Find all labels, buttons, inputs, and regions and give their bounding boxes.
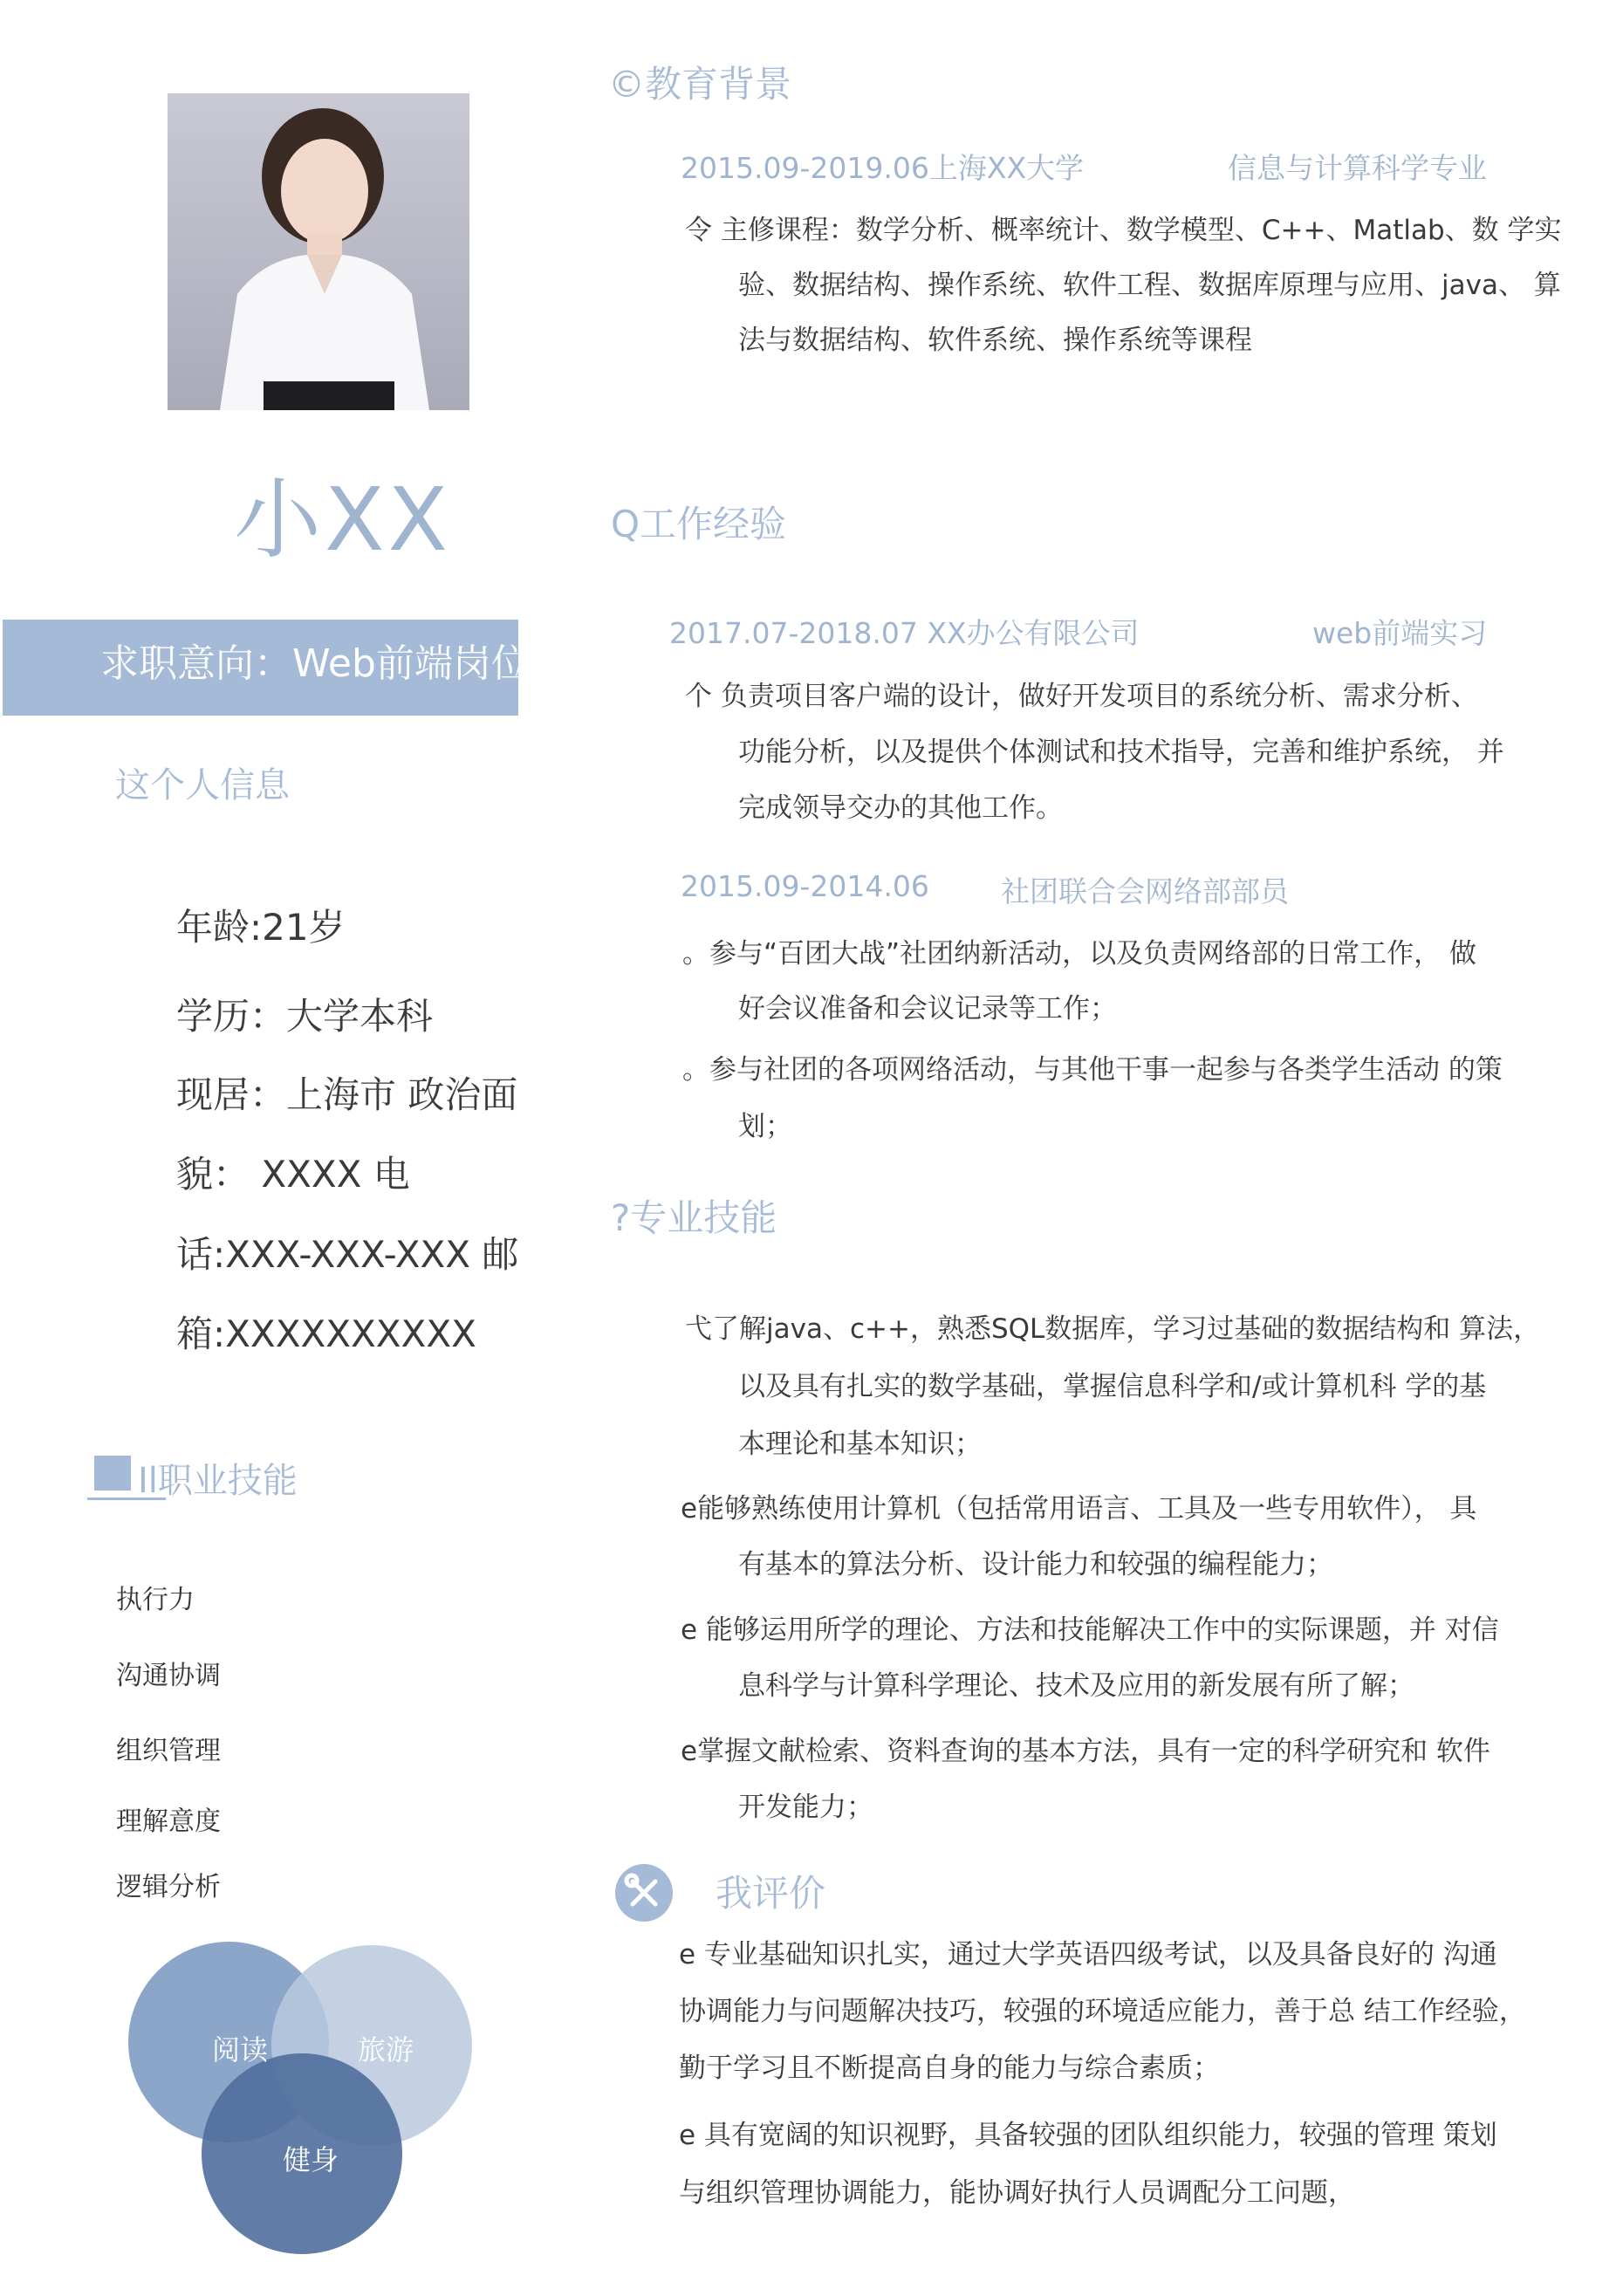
self-eval-line: e 专业基础知识扎实，通过大学英语四级考试，以及具备良好的 沟通 (679, 1939, 1497, 1970)
education-title: ©教育背景 (608, 63, 792, 106)
education-major: 信息与计算科学专业 (1228, 151, 1487, 185)
self-eval-line: 协调能力与问题解决技巧，较强的环境适应能力，善于总 结工作经验， (679, 1996, 1526, 2027)
education-period-school: 2015.09-2019.06上海XX大学 (681, 151, 1085, 185)
job2-line: 划； (738, 1111, 792, 1142)
pro-skill-line: e 能够运用所学的理论、方法和技能解决工作中的实际课题，并 对信 (681, 1614, 1499, 1646)
self-eval-title: 我评价 (716, 1872, 826, 1915)
self-eval-line: e 具有宽阔的知识视野，具备较强的团队组织能力，较强的管理 策划 (679, 2120, 1497, 2151)
self-eval-line: 勤于学习且不断提高自身的能力与综合素质； (679, 2053, 1220, 2084)
skills-square-icon (94, 1456, 131, 1491)
job1-period-company: 2017.07-2018.07 XX办公有限公司 (669, 616, 1140, 650)
candidate-name: 小XX (234, 469, 452, 571)
pro-skill-line: 有基本的算法分析、设计能力和较强的编程能力； (738, 1549, 1333, 1580)
info-education: 学历：大学本科 (176, 995, 434, 1038)
pro-skill-line: 弋了解java、c++，熟悉SQL数据库，学习过基础的数据结构和 算法， (685, 1313, 1541, 1345)
pro-skill-line: 以及具有扎实的数学基础，掌握信息科学和/或计算机科 学的基 (738, 1371, 1487, 1402)
hobby-label-fitness: 健身 (282, 2143, 339, 2176)
job1-line: 功能分析，以及提供个体测试和技术指导，完善和维护系统， 并 (738, 737, 1504, 768)
job1-line: 完成领导交办的其他工作。 (738, 792, 1063, 824)
tools-icon (615, 1864, 673, 1922)
pro-skills-title: ?专业技能 (611, 1196, 777, 1239)
info-age: 年龄:21岁 (176, 906, 346, 949)
job2-period: 2015.09-2014.06 (681, 869, 929, 903)
hobby-label-reading: 阅读 (211, 2033, 269, 2066)
education-line: 令 主修课程：数学分析、概率统计、数学模型、C++、Matlab、数 学实 (685, 215, 1562, 246)
skill-item: 逻辑分析 (116, 1872, 221, 1902)
pro-skill-line: e掌握文献检索、资料查询的基本方法，具有一定的科学研究和 软件 (681, 1736, 1490, 1767)
pro-skill-line: 息科学与计算科学理论、技术及应用的新发展有所了解； (738, 1670, 1414, 1702)
self-eval-line: 与组织管理协调能力，能协调好执行人员调配分工问题， (679, 2177, 1355, 2209)
education-line: 验、数据结构、操作系统、软件工程、数据库原理与应用、java、 算 (738, 270, 1561, 301)
skill-item: 沟通协调 (116, 1661, 221, 1691)
pro-skill-line: 开发能力； (738, 1792, 873, 1823)
info-phone: 话:XXX-XXX-XXX 邮 (176, 1233, 519, 1276)
job2-line: 好会议准备和会议记录等工作； (738, 993, 1117, 1025)
job2-line: 。参与社团的各项网络活动，与其他干事一起参与各类学生活动 的策 (682, 1054, 1503, 1086)
pro-skill-line: 本理论和基本知识； (738, 1429, 982, 1460)
job1-line: 个 负责项目客户端的设计，做好开发项目的系统分析、需求分析、 (685, 681, 1478, 712)
job2-role: 社团联合会网络部部员 (1001, 874, 1289, 908)
work-title: Q工作经验 (611, 503, 787, 545)
info-residence: 现居：上海市 政治面 (176, 1073, 518, 1116)
info-political: 貌： XXXX 电 (176, 1153, 410, 1196)
education-line: 法与数据结构、软件系统、操作系统等课程 (738, 325, 1252, 356)
personal-info-title: 这个人信息 (115, 765, 290, 805)
skill-item: 执行力 (116, 1585, 195, 1615)
info-email: 箱:XXXXXXXXXX (176, 1312, 476, 1355)
job1-role: web前端实习 (1312, 616, 1488, 650)
skill-item: 组织管理 (116, 1736, 221, 1766)
job2-line: 。参与“百团大战”社团纳新活动，以及负责网络部的日常工作， 做 (682, 938, 1476, 970)
portrait-illustration (168, 93, 469, 410)
skill-item-clipped: 理解意度 (116, 1806, 221, 1837)
pro-skill-line: e能够熟练使用计算机（包括常用语言、工具及一些专用软件）， 具 (681, 1493, 1477, 1525)
profile-photo (168, 93, 469, 410)
skills-title: Il职业技能 (138, 1461, 298, 1501)
hobbies-venn (122, 1937, 489, 2278)
job-intention: 求职意向：Web前端岗位 (100, 641, 530, 686)
hobby-label-travel: 旅游 (357, 2033, 414, 2066)
